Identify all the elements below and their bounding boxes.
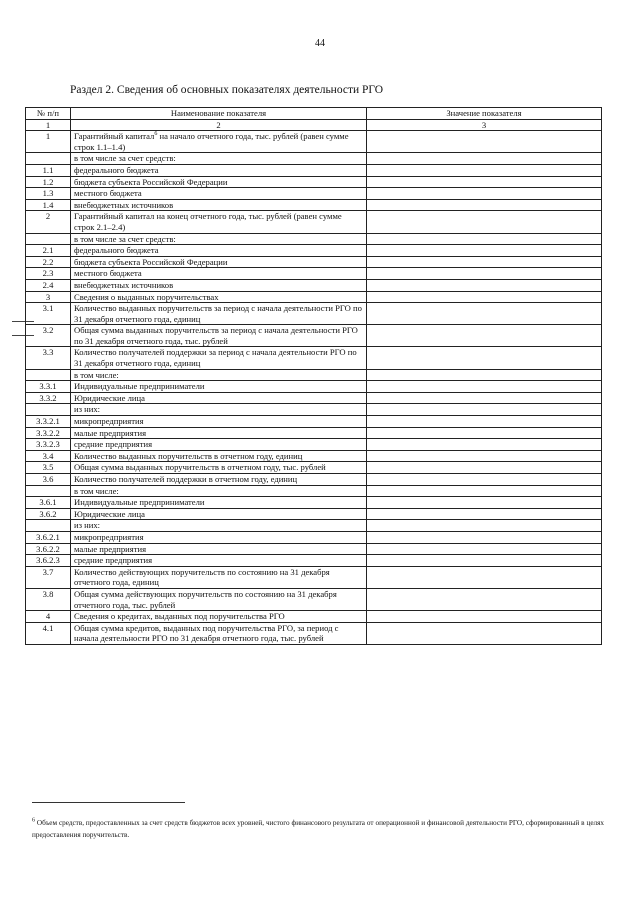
row-number: 4.1 <box>26 622 71 644</box>
indicator-value <box>367 369 602 381</box>
row-number: 3.3.2.3 <box>26 439 71 451</box>
table-row <box>26 347 602 369</box>
row-number: 1.1 <box>26 164 71 176</box>
indicator-name: Юридические лица <box>71 392 367 404</box>
row-number: 1.3 <box>26 188 71 200</box>
index-cell: 2 <box>71 119 367 131</box>
table-row <box>26 450 602 462</box>
row-number: 3.3.2 <box>26 392 71 404</box>
table-row <box>26 176 602 188</box>
indicator-name-text: Гарантийный капитал <box>74 131 155 142</box>
indicator-value <box>367 497 602 509</box>
row-number <box>26 153 71 165</box>
indicator-value <box>367 462 602 474</box>
indicator-name: средние предприятия <box>71 555 367 567</box>
table-row <box>26 508 602 520</box>
row-number: 3.3.2.2 <box>26 427 71 439</box>
indicator-value <box>367 555 602 567</box>
indicator-value <box>367 153 602 165</box>
indicator-value <box>367 531 602 543</box>
row-number: 3.3.2.1 <box>26 416 71 428</box>
table-row <box>26 588 602 610</box>
row-number <box>26 404 71 416</box>
indicator-name: местного бюджета <box>71 268 367 280</box>
table-row <box>26 485 602 497</box>
row-number: 3.1 <box>26 303 71 325</box>
indicator-value <box>367 392 602 404</box>
indicator-name: средние предприятия <box>71 439 367 451</box>
indicator-value <box>367 588 602 610</box>
indicator-value <box>367 381 602 393</box>
indicator-name: внебюджетных источников <box>71 279 367 291</box>
row-number: 2.3 <box>26 268 71 280</box>
table-row <box>26 325 602 347</box>
table-row <box>26 416 602 428</box>
table-row <box>26 369 602 381</box>
table-row <box>26 268 602 280</box>
indicator-value <box>367 611 602 623</box>
row-number: 1.2 <box>26 176 71 188</box>
row-number: 2 <box>26 211 71 233</box>
row-number: 2.1 <box>26 245 71 257</box>
footnote-reference: 6 <box>154 131 158 138</box>
indicator-name: Количество выданных поручительств в отчетном году, единиц <box>71 450 367 462</box>
indicator-value <box>367 268 602 280</box>
header-number: № п/п <box>26 108 71 120</box>
indicator-value <box>367 404 602 416</box>
table-row <box>26 199 602 211</box>
indicator-name: Юридические лица <box>71 508 367 520</box>
indicator-name: Индивидуальные предприниматели <box>71 497 367 509</box>
table-row <box>26 497 602 509</box>
row-number: 3.5 <box>26 462 71 474</box>
indicator-name: Общая сумма выданных поручительств за период с начала деятельности РГО по 31 декабря отчетного года, тыс. рублей <box>71 325 367 347</box>
indicator-name: Количество получателей поддержки за период с начала деятельности РГО по 31 декабря отчетного года, единиц <box>71 347 367 369</box>
table-row <box>26 622 602 644</box>
indicator-name: Количество получателей поддержки в отчетном году, единиц <box>71 474 367 486</box>
indicator-value <box>367 347 602 369</box>
table-row <box>26 427 602 439</box>
table-body <box>26 131 602 645</box>
indicator-name: Сведения о кредитах, выданных под поручительства РГО <box>71 611 367 623</box>
indicator-value <box>367 543 602 555</box>
indicator-name: бюджета субъекта Российской Федерации <box>71 256 367 268</box>
table-row <box>26 611 602 623</box>
indicator-value <box>367 245 602 257</box>
header-indicator-value: Значение показателя <box>367 108 602 120</box>
table-row <box>26 291 602 303</box>
table-row <box>26 531 602 543</box>
table-row <box>26 439 602 451</box>
row-number: 3.6.2.2 <box>26 543 71 555</box>
indicator-name: микропредприятия <box>71 531 367 543</box>
table-row <box>26 520 602 532</box>
indicator-value <box>367 188 602 200</box>
indicator-name-text: на начало отчетного года, тыс. рублей (равен сумме строк 1.1–1.4) <box>74 131 349 152</box>
footnote-marker: 6 <box>32 817 35 824</box>
indicator-value <box>367 427 602 439</box>
indicator-value <box>367 303 602 325</box>
indicator-name: в том числе за счет средств: <box>71 233 367 245</box>
table-row <box>26 245 602 257</box>
indicator-name: Гарантийный капитал на конец отчетного года, тыс. рублей (равен сумме строк 2.1–2.4) <box>71 211 367 233</box>
indicator-name: из них: <box>71 520 367 532</box>
table-row <box>26 279 602 291</box>
indicator-name: в том числе: <box>71 369 367 381</box>
indicators-table <box>25 107 602 645</box>
table-row <box>26 392 602 404</box>
table-row <box>26 303 602 325</box>
indicator-value <box>367 416 602 428</box>
row-number: 3.3.1 <box>26 381 71 393</box>
indicator-value <box>367 474 602 486</box>
indicator-value <box>367 485 602 497</box>
row-number: 3.8 <box>26 588 71 610</box>
indicator-name: в том числе за счет средств: <box>71 153 367 165</box>
indicator-name: бюджета субъекта Российской Федерации <box>71 176 367 188</box>
table-row <box>26 462 602 474</box>
row-number: 3.7 <box>26 566 71 588</box>
indicator-name: внебюджетных источников <box>71 199 367 211</box>
row-number: 3.6.2 <box>26 508 71 520</box>
table-row <box>26 404 602 416</box>
index-cell: 1 <box>26 119 71 131</box>
row-number: 3.3 <box>26 347 71 369</box>
table-row <box>26 164 602 176</box>
row-number <box>26 485 71 497</box>
indicator-name: Индивидуальные предприниматели <box>71 381 367 393</box>
table-row <box>26 566 602 588</box>
index-cell: 3 <box>367 119 602 131</box>
table-row <box>26 153 602 165</box>
indicator-name: федерального бюджета <box>71 245 367 257</box>
indicator-name: Количество выданных поручительств за период с начала деятельности РГО по 31 декабря отчетного года, единиц <box>71 303 367 325</box>
indicator-name: из них: <box>71 404 367 416</box>
indicator-name: Сведения о выданных поручительствах <box>71 291 367 303</box>
indicator-name: Общая сумма кредитов, выданных под поручительства РГО, за период с начала деятельности РГО по 31 декабря отчетного года, тыс. рублей <box>71 622 367 644</box>
indicator-name: Количество действующих поручительств по состоянию на 31 декабря отчетного года, единиц <box>71 566 367 588</box>
indicator-value <box>367 291 602 303</box>
table-row <box>26 256 602 268</box>
row-number: 3 <box>26 291 71 303</box>
indicator-name: малые предприятия <box>71 543 367 555</box>
indicator-value <box>367 566 602 588</box>
row-number: 1 <box>26 131 71 153</box>
row-number <box>26 233 71 245</box>
row-number: 2.2 <box>26 256 71 268</box>
footnote-text: Объем средств, предоставленных за счет средств бюджетов всех уровней, чистого финансового результата от операционной и финансовой деятельности РГО, сформированный в целях предоставления поручительств. <box>32 819 604 839</box>
table-row <box>26 233 602 245</box>
row-number: 2.4 <box>26 279 71 291</box>
indicator-value <box>367 622 602 644</box>
indicator-value <box>367 450 602 462</box>
indicator-name: местного бюджета <box>71 188 367 200</box>
table-row <box>26 381 602 393</box>
row-number: 3.6.2.1 <box>26 531 71 543</box>
indicator-name: федерального бюджета <box>71 164 367 176</box>
table-row <box>26 131 602 153</box>
row-number: 1.4 <box>26 199 71 211</box>
header-indicator-name: Наименование показателя <box>71 108 367 120</box>
indicator-name <box>71 131 367 153</box>
indicator-value <box>367 439 602 451</box>
page-number: 44 <box>315 38 325 49</box>
indicator-value <box>367 233 602 245</box>
footnote-divider <box>32 802 185 803</box>
table-row <box>26 555 602 567</box>
footnote <box>32 818 604 841</box>
indicator-name: в том числе: <box>71 485 367 497</box>
indicator-value <box>367 176 602 188</box>
indicator-value <box>367 164 602 176</box>
indicator-value <box>367 131 602 153</box>
row-number: 3.6.2.3 <box>26 555 71 567</box>
row-number <box>26 520 71 532</box>
indicator-name: Общая сумма действующих поручительств по состоянию на 31 декабря отчетного года, тыс. рублей <box>71 588 367 610</box>
table-header-row <box>26 108 602 120</box>
row-number <box>26 369 71 381</box>
indicator-value <box>367 520 602 532</box>
row-number: 3.2 <box>26 325 71 347</box>
section-title: Раздел 2. Сведения об основных показателях деятельности РГО <box>70 84 384 96</box>
indicator-value <box>367 508 602 520</box>
indicator-value <box>367 199 602 211</box>
indicator-name: Общая сумма выданных поручительств в отчетном году, тыс. рублей <box>71 462 367 474</box>
indicator-value <box>367 325 602 347</box>
indicator-value <box>367 211 602 233</box>
table-index-row <box>26 119 602 131</box>
table-row <box>26 474 602 486</box>
indicator-value <box>367 279 602 291</box>
row-number: 3.6.1 <box>26 497 71 509</box>
indicator-name: микропредприятия <box>71 416 367 428</box>
table-row <box>26 543 602 555</box>
row-number: 3.4 <box>26 450 71 462</box>
indicator-name: малые предприятия <box>71 427 367 439</box>
table-row <box>26 211 602 233</box>
row-number: 3.6 <box>26 474 71 486</box>
row-number: 4 <box>26 611 71 623</box>
indicator-value <box>367 256 602 268</box>
table-row <box>26 188 602 200</box>
